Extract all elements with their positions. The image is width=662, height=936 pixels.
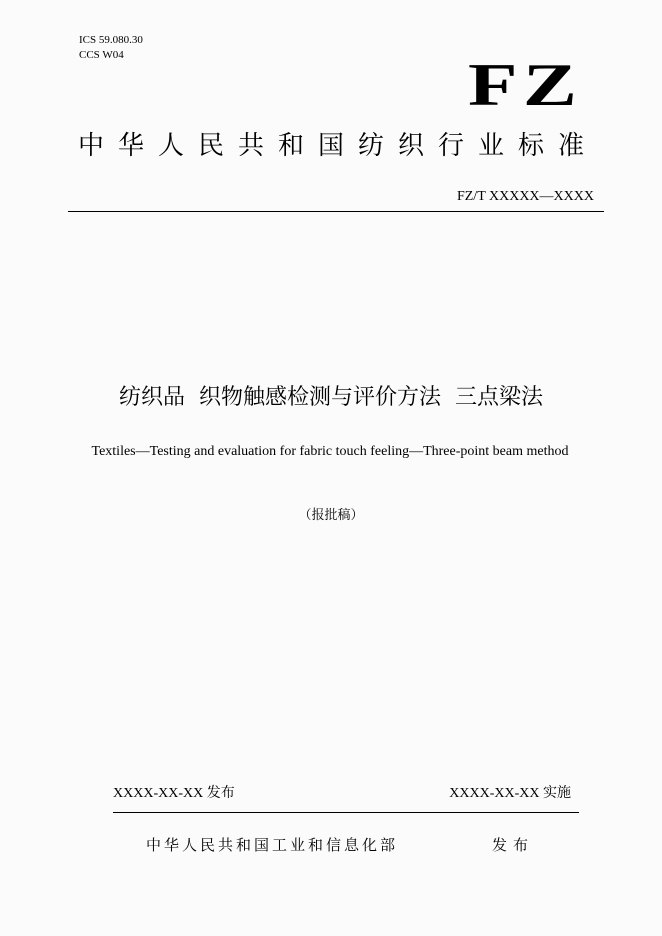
- issuer-action: 发布: [492, 836, 535, 854]
- publish-date: XXXX-XX-XX 发布: [113, 786, 235, 801]
- standard-number: FZ/T XXXXX—XXXX: [456, 189, 594, 204]
- issuing-authority: 中华人民共和国工业和信息化部: [146, 836, 399, 854]
- organization-title: 中华人民共和国纺织行业标准: [78, 131, 599, 161]
- ics-code: ICS 59.080.30: [79, 34, 143, 46]
- ccs-code: CCS W04: [79, 49, 124, 61]
- header-divider: [68, 211, 604, 212]
- footer-divider: [113, 812, 579, 813]
- implement-date: XXXX-XX-XX 实施: [449, 786, 571, 801]
- draft-status: （报批稿）: [298, 508, 364, 523]
- fz-logo: FZ: [468, 52, 583, 118]
- english-title: Textiles—Testing and evaluation for fabric touch feeling—Three-point beam method: [91, 444, 569, 459]
- chinese-title: 纺织品 织物触感检测与评价方法 三点梁法: [119, 385, 543, 410]
- classification-codes: [79, 33, 143, 63]
